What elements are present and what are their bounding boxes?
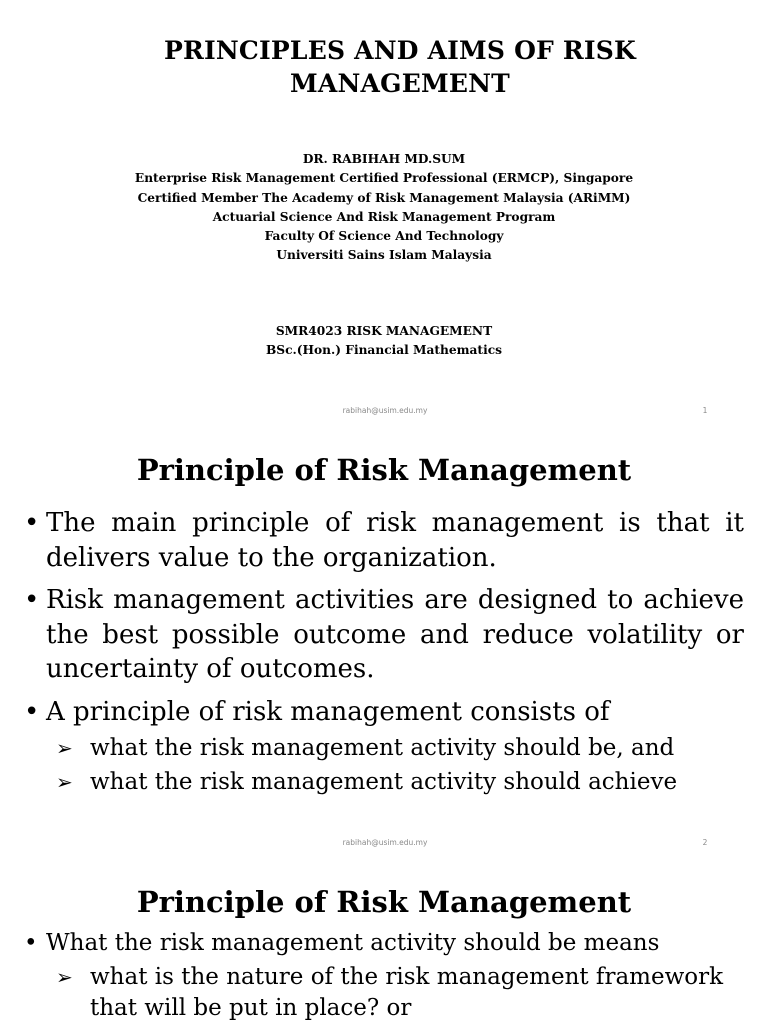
sub-bullet-item bbox=[24, 962, 744, 1024]
bullet-icon: • bbox=[24, 508, 40, 538]
title-line-1: PRINCIPLES AND AIMS OF RISK bbox=[164, 36, 636, 65]
author-name: DR. RABIHAH MD.SUM bbox=[302, 152, 466, 166]
bullet-item bbox=[24, 506, 744, 575]
author-credential-2: Certified Member The Academy of Risk Management Malaysia (ARiMM) bbox=[137, 190, 631, 205]
page-number: 2 bbox=[702, 838, 708, 847]
bullet-list bbox=[24, 928, 744, 1024]
footer-email: rabihah@usim.edu.my bbox=[342, 406, 428, 415]
course-degree: BSc.(Hon.) Financial Mathematics bbox=[266, 343, 502, 358]
slide-3 bbox=[0, 864, 768, 1024]
bullet-text: A principle of risk management consists of bbox=[46, 696, 610, 727]
bullet-icon: • bbox=[24, 585, 40, 615]
slide-title: Principle of Risk Management bbox=[136, 885, 632, 919]
sub-bullet-item bbox=[24, 731, 744, 765]
sub-bullet-text: what the risk management activity should achieve bbox=[90, 769, 678, 795]
arrow-icon: ➢ bbox=[56, 965, 73, 989]
sub-bullet-text: what is the nature of the risk management framework that will be put in place? or bbox=[90, 964, 724, 1021]
course-info bbox=[84, 322, 684, 361]
author-credential-1: Enterprise Risk Management Certified Professional (ERMCP), Singapore bbox=[134, 171, 634, 186]
sub-bullet-item bbox=[24, 765, 744, 799]
author-info bbox=[84, 150, 684, 266]
bullet-text: The main principle of risk management is that it delivers value to the organization. bbox=[46, 508, 744, 573]
sub-bullet-text: what the risk management activity should be, and bbox=[90, 735, 675, 761]
slide-title: Principle of Risk Management bbox=[136, 453, 632, 487]
bullet-item bbox=[24, 695, 744, 730]
presentation-title bbox=[100, 34, 700, 100]
author-university: Universiti Sains Islam Malaysia bbox=[276, 248, 492, 263]
bullet-text: Risk management activities are designed to achieve the best possible outcome and reduce volatility or uncertainty of outcomes. bbox=[46, 585, 744, 684]
bullet-item bbox=[24, 928, 744, 959]
slide-2 bbox=[0, 432, 768, 864]
arrow-icon: ➢ bbox=[56, 736, 73, 760]
author-program: Actuarial Science And Risk Management Program bbox=[212, 209, 556, 224]
title-line-2: MANAGEMENT bbox=[290, 69, 510, 98]
page-number: 1 bbox=[702, 406, 708, 415]
arrow-icon: ➢ bbox=[56, 770, 73, 794]
bullet-list bbox=[24, 506, 744, 799]
bullet-icon: • bbox=[24, 696, 40, 727]
bullet-icon: • bbox=[24, 930, 38, 956]
slide-1-title bbox=[0, 0, 768, 432]
course-code: SMR4023 RISK MANAGEMENT bbox=[275, 324, 493, 338]
author-faculty: Faculty Of Science And Technology bbox=[264, 229, 504, 244]
footer-email: rabihah@usim.edu.my bbox=[342, 838, 428, 847]
bullet-item bbox=[24, 583, 744, 687]
bullet-text: What the risk management activity should be means bbox=[46, 930, 660, 956]
